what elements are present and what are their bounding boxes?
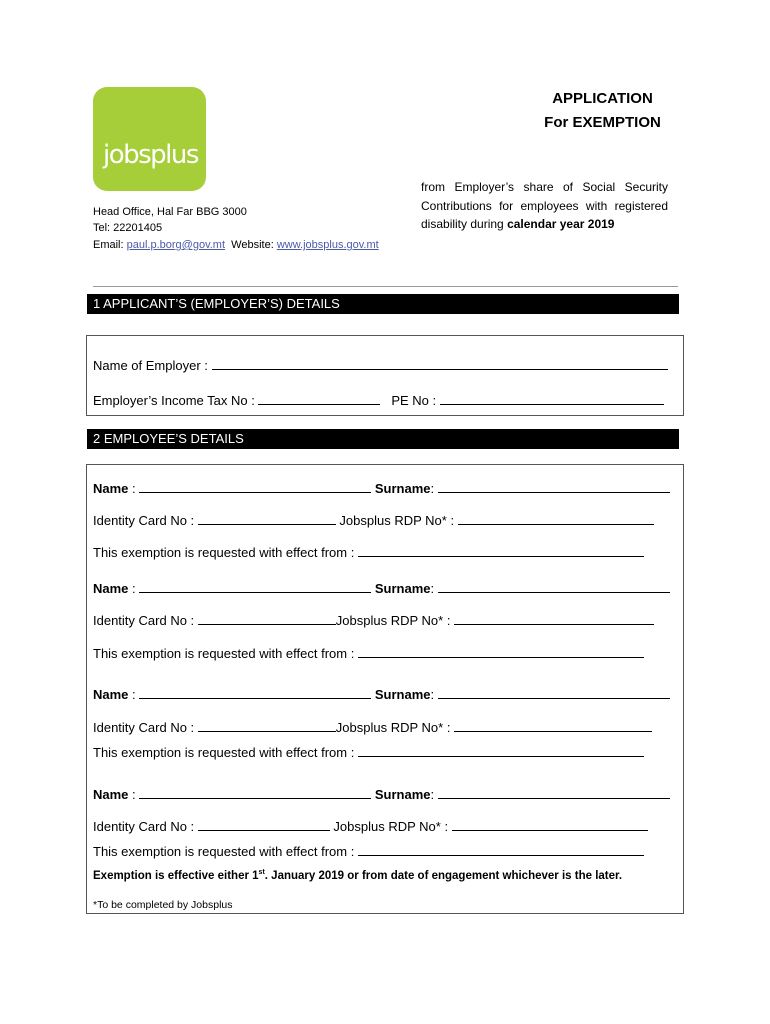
employee-3-surname-field[interactable] (438, 687, 670, 699)
id-label: Identity Card No : (93, 613, 195, 628)
employee-3-name-field[interactable] (139, 687, 371, 699)
employee-3-id-row (93, 720, 652, 735)
employee-2-rdp-field[interactable] (454, 613, 654, 625)
effect-label: This exemption is requested with effect from : (93, 646, 355, 661)
surname-label: Surname (374, 481, 431, 496)
employee-2-id-row (93, 613, 654, 628)
employee-2-name-row: Name : Surname: (93, 581, 670, 596)
title-line-1: APPLICATION (552, 90, 653, 107)
employee-2-effect-row (93, 646, 644, 661)
employer-name-label: Name of Employer : (93, 358, 208, 373)
section-1-heading: 1 APPLICANT’S (EMPLOYER’S) DETAILS (87, 294, 679, 314)
name-label: Name (93, 481, 129, 496)
employee-3-name-row: Name : Surname: (93, 687, 670, 702)
surname-label: Surname (374, 581, 431, 596)
employer-name-row (93, 358, 668, 373)
effective-note-post: . January 2019 or from date of engagement whichever is the later. (264, 869, 623, 882)
name-label: Name (93, 787, 129, 802)
employee-4-effect-field[interactable] (358, 844, 644, 856)
income-tax-label: Employer’s Income Tax No : (93, 393, 255, 408)
address: Head Office, Hal Far BBG 3000 (93, 206, 247, 218)
employee-1-surname-field[interactable] (438, 481, 670, 493)
jobsplus-footnote: *To be completed by Jobsplus (93, 899, 233, 911)
effective-note-pre: Exemption is effective either 1 (93, 869, 259, 882)
email-website-line (93, 237, 379, 253)
logo-text: jobsplus (103, 140, 198, 170)
income-tax-field[interactable] (258, 393, 380, 405)
exemption-description (421, 178, 668, 234)
effect-label: This exemption is requested with effect from : (93, 844, 355, 859)
jobsplus-logo (93, 87, 206, 191)
income-tax-row (93, 393, 664, 408)
surname-label: Surname (374, 687, 431, 702)
employee-4-name-row: Name : Surname: (93, 787, 670, 802)
effective-date-note (93, 869, 622, 882)
website-label: Website: (231, 239, 274, 251)
employee-4-surname-field[interactable] (438, 787, 670, 799)
effective-note-sup: st (258, 869, 265, 876)
description-text: from Employer’s share of Social Security Contributions for employees with registered disability during (421, 180, 668, 231)
employee-3-rdp-field[interactable] (454, 720, 652, 732)
description-bold: calendar year 2019 (507, 217, 615, 231)
name-label: Name (93, 581, 129, 596)
employee-1-effect-field[interactable] (358, 545, 644, 557)
employee-1-name-row: Name : Surname: (93, 481, 670, 496)
id-label: Identity Card No : (93, 819, 195, 834)
title-line-2: For EXEMPTION (544, 114, 661, 131)
employee-1-name-field[interactable] (139, 481, 371, 493)
pe-field[interactable] (440, 393, 664, 405)
header-divider (93, 286, 678, 287)
employee-1-id-field[interactable] (198, 513, 336, 525)
rdp-label: Jobsplus RDP No* : (335, 720, 451, 735)
pe-label: PE No : (391, 393, 437, 408)
website-link[interactable]: www.jobsplus.gov.mt (276, 239, 379, 251)
employee-1-effect-row (93, 545, 644, 560)
employee-4-id-row (93, 819, 648, 834)
employee-4-rdp-field[interactable] (452, 819, 648, 831)
email-label: Email: (93, 239, 124, 251)
rdp-label: Jobsplus RDP No* : (335, 613, 451, 628)
employee-3-id-field[interactable] (198, 720, 336, 732)
effect-label: This exemption is requested with effect from : (93, 745, 355, 760)
employee-3-effect-row (93, 745, 644, 760)
telephone: Tel: 22201405 (93, 222, 163, 234)
section-2-heading: 2 EMPLOYEE’S DETAILS (87, 429, 679, 449)
rdp-label: Jobsplus RDP No* : (339, 513, 455, 528)
employer-name-field[interactable] (212, 358, 668, 370)
employee-4-id-field[interactable] (198, 819, 330, 831)
employee-2-name-field[interactable] (139, 581, 371, 593)
id-label: Identity Card No : (93, 513, 195, 528)
employee-3-effect-field[interactable] (358, 745, 644, 757)
employee-4-name-field[interactable] (139, 787, 371, 799)
employee-2-effect-field[interactable] (358, 646, 644, 658)
surname-label: Surname (374, 787, 431, 802)
name-label: Name (93, 687, 129, 702)
effect-label: This exemption is requested with effect from : (93, 545, 355, 560)
employee-1-id-row (93, 513, 654, 528)
email-link[interactable]: paul.p.borg@gov.mt (126, 239, 226, 251)
employee-2-id-field[interactable] (198, 613, 336, 625)
employee-1-rdp-field[interactable] (458, 513, 654, 525)
employee-2-surname-field[interactable] (438, 581, 670, 593)
employee-4-effect-row (93, 844, 644, 859)
id-label: Identity Card No : (93, 720, 195, 735)
rdp-label: Jobsplus RDP No* : (333, 819, 449, 834)
